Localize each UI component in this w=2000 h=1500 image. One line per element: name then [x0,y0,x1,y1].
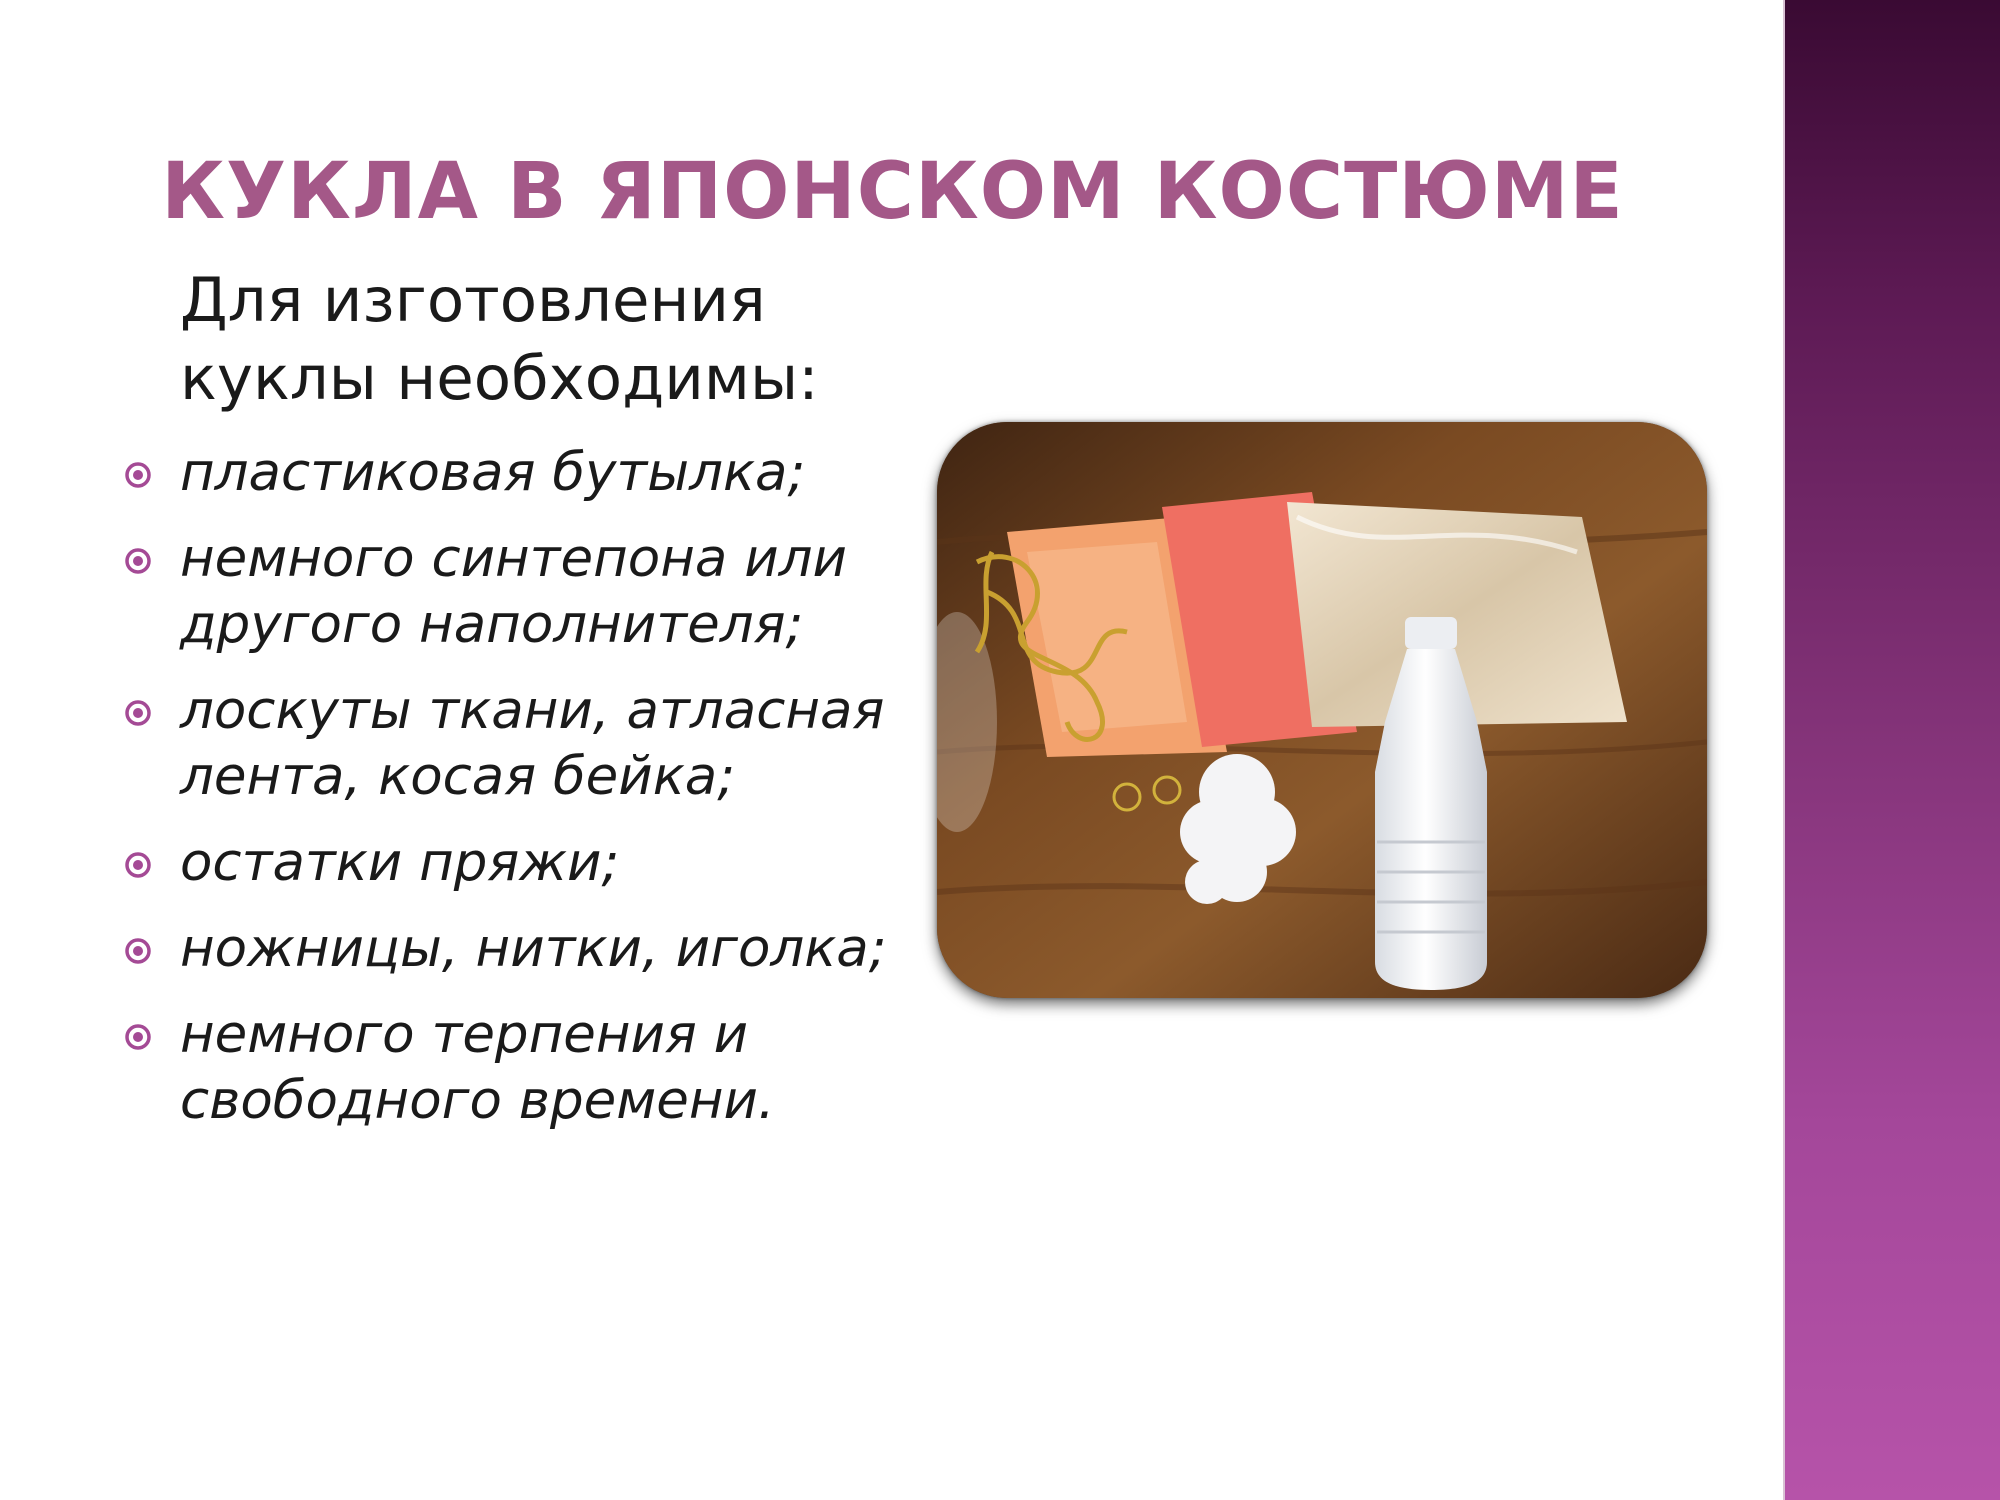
list-item-text: немного синтепона или другого наполнителя; [180,528,847,655]
circle-dot-icon [124,1023,152,1051]
list-item [0,916,900,982]
materials-photo [937,422,1707,998]
list-item-text: немного терпения и свободного времени. [180,1004,775,1131]
list-item [0,678,900,810]
circle-dot-icon [124,937,152,965]
decorative-side-band [1785,0,2000,1500]
list-item-text: пластиковая бутылка; [180,442,806,503]
circle-dot-icon [124,461,152,489]
list-item [0,830,900,896]
list-item-text: лоскуты ткани, атласная лента, косая бейка; [180,680,885,807]
slide-title: КУКЛА В ЯПОНСКОМ КОСТЮМЕ [161,147,1624,238]
list-item-text: ножницы, нитки, иголка; [180,918,887,979]
list-item [0,440,900,506]
circle-dot-icon [124,851,152,879]
materials-list [0,440,900,1154]
intro-text: Для изготовления куклы необходимы: [180,265,819,414]
circle-dot-icon [124,699,152,727]
list-item [0,526,900,658]
materials-photo-illustration [937,422,1707,998]
circle-dot-icon [124,547,152,575]
list-item [0,1002,900,1134]
list-item-text: остатки пряжи; [180,832,620,893]
